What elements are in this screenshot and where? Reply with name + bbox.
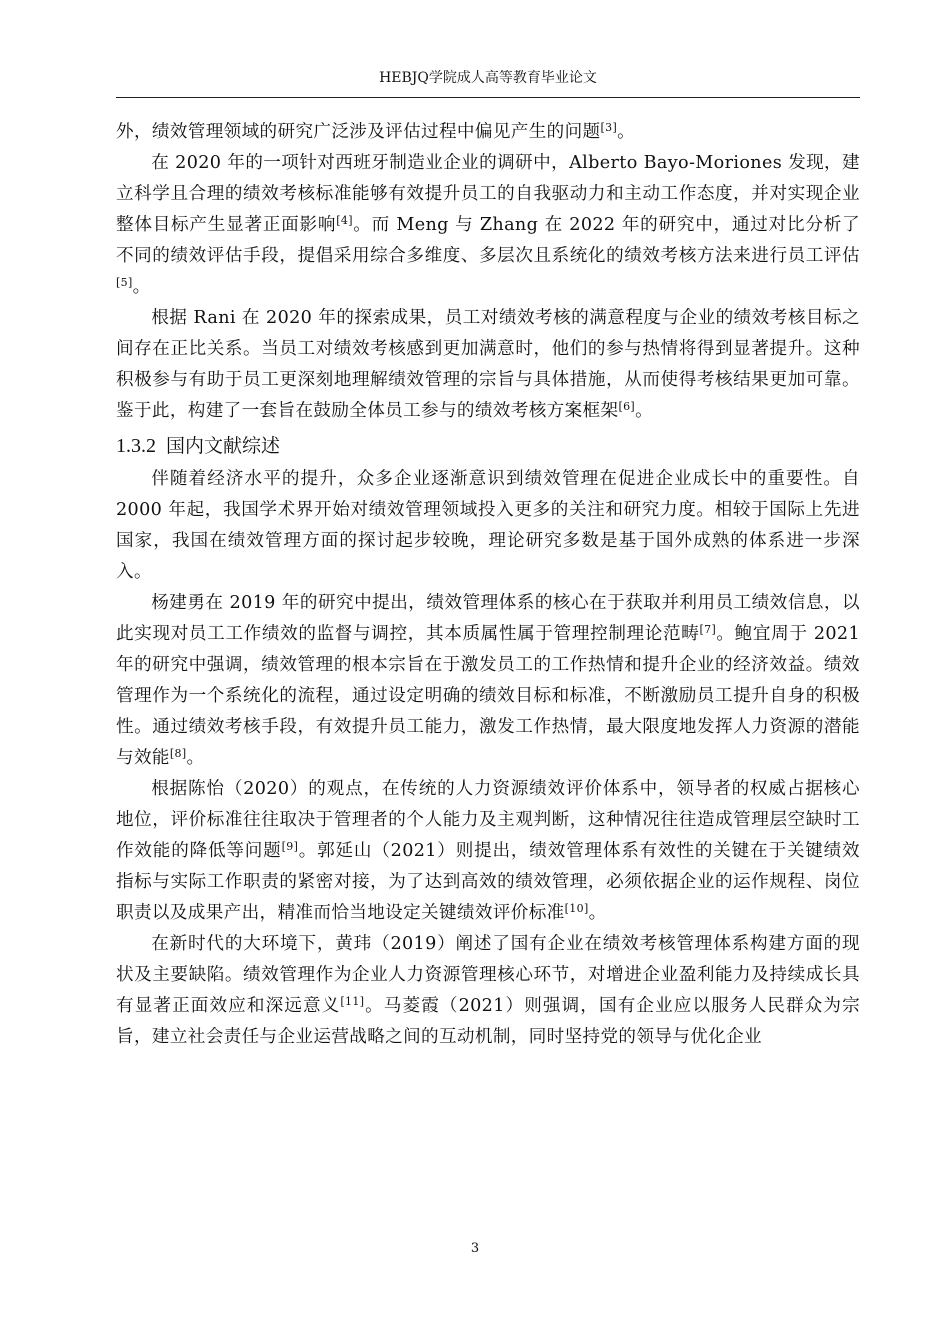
paragraph-tail: 。 bbox=[588, 903, 607, 923]
citation-7: [7] bbox=[699, 623, 717, 636]
page-number: 3 bbox=[470, 1241, 480, 1256]
paragraph-text: 根据 Rani 在 2020 年的探索成果，员工对绩效考核的满意程度与企业的绩效考核目标之间存在正比关系。当员工对绩效考核感到更加满意时，他们的参与热情将得到显著提升。这种积极参与有助于员工更深刻地理解绩效管理的宗旨与具体措施，从而使得考核结果更加可靠。鉴于此，构建了一套旨在鼓励全体员工参与的绩效考核方案框架 bbox=[116, 308, 860, 421]
paragraph-tail: 。 bbox=[132, 277, 151, 297]
paragraph-text: 在新时代的大环境下，黄玮（2019）阐述了国有企业在绩效考核管理体系构建方面的现状及主要缺陷。绩效管理作为企业人力资源管理核心环节，对增进企业盈利能力及持续成长具有显著正面效应和深远意义 bbox=[116, 934, 860, 1016]
paragraph-text: 。鲍宜周于 2021 年的研究中强调，绩效管理的根本宗旨在于激发员工的工作热情和提升企业的经济效益。绩效管理作为一个系统化的流程，通过设定明确的绩效目标和标准，不断激励员工提升自身的积极性。通过绩效考核手段，有效提升员工能力，激发工作热情，最大限度地发挥人力资源的潜能与效能 bbox=[116, 624, 861, 768]
citation-9: [9] bbox=[281, 840, 299, 853]
paragraph-tail: 。 bbox=[635, 401, 654, 421]
citation-11: [11] bbox=[340, 995, 365, 1008]
page-header: HEBJQ学院成人高等教育毕业论文 bbox=[379, 70, 597, 86]
paragraph-text: 根据陈怡（2020）的观点，在传统的人力资源绩效评价体系中，领导者的权威占据核心地位，评价标准往往取决于管理者的个人能力及主观判断，这种情况往往造成管理层空缺时工作效能的降低等问题 bbox=[116, 779, 860, 861]
paragraph-6 bbox=[116, 774, 860, 929]
paragraph-text: 杨建勇在 2019 年的研究中提出，绩效管理体系的核心在于获取并利用员工绩效信息，以此实现对员工工作绩效的监督与调控，其本质属性属于管理控制理论范畴 bbox=[116, 593, 860, 644]
paragraph-2 bbox=[116, 148, 860, 303]
paragraph-text: 。而 Meng 与 Zhang 在 2022 年的研究中，通过对比分析了不同的绩效评估手段，提倡采用综合多维度、多层次且系统化的绩效考核方法来进行员工评估 bbox=[116, 215, 861, 266]
citation-5: [5] bbox=[116, 276, 133, 289]
paragraph-tail: 。 bbox=[617, 122, 636, 142]
paragraph-text: 外，绩效管理领域的研究广泛涉及评估过程中偏见产生的问题 bbox=[116, 122, 601, 142]
paragraph-text: 伴随着经济水平的提升，众多企业逐渐意识到绩效管理在促进企业成长中的重要性。自 2000 年起，我国学术界开始对绩效管理领域投入更多的关注和研究力度。相较于国际上先进国家，我国在绩效管理方面的探讨起步较晚，理论研究多数是基于国外成熟的体系进一步深入。 bbox=[116, 469, 860, 582]
page-body bbox=[116, 117, 860, 1053]
citation-8: [8] bbox=[169, 747, 187, 760]
paragraph-tail: 。 bbox=[186, 748, 205, 768]
paragraph-7 bbox=[116, 929, 860, 1053]
paragraph-4 bbox=[116, 464, 860, 588]
citation-4: [4] bbox=[336, 214, 353, 227]
paragraph-5 bbox=[116, 588, 860, 774]
citation-3: [3] bbox=[600, 121, 618, 134]
paragraph-text: 在 2020 年的一项针对西班牙制造业企业的调研中，Alberto Bayo-Moriones 发现，建立科学且合理的绩效考核标准能够有效提升员工的自我驱动力和主动工作态度，并对实现企业整体目标产生显著正面影响 bbox=[116, 153, 860, 235]
citation-10: [10] bbox=[564, 902, 589, 915]
section-number: 1.3.2 bbox=[116, 435, 156, 457]
paragraph-text: 。郭延山（2021）则提出，绩效管理体系有效性的关键在于关键绩效指标与实际工作职责的紧密对接，为了达到高效的绩效管理，必须依据企业的运作规程、岗位职责以及成果产出，精准而恰当地设定关键绩效评价标准 bbox=[116, 841, 861, 923]
paragraph-3 bbox=[116, 303, 860, 427]
section-title: 国内文献综述 bbox=[166, 435, 281, 457]
section-heading bbox=[116, 429, 860, 463]
citation-6: [6] bbox=[618, 400, 636, 413]
header-rule bbox=[116, 97, 860, 98]
paragraph-text: 。马菱霞（2021）则强调，国有企业应以服务人民群众为宗旨，建立社会责任与企业运营战略之间的互动机制，同时坚持党的领导与优化企业 bbox=[116, 996, 861, 1047]
paragraph-1 bbox=[116, 117, 860, 148]
